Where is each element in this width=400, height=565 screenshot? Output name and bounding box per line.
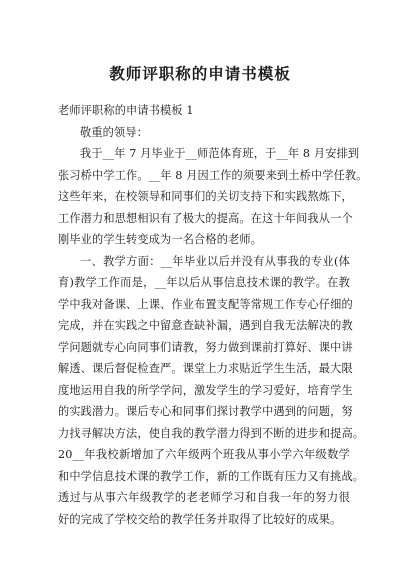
paragraph-line: 一、教学方面：__年毕业以后并没有从事我的专业(体 [80,254,350,268]
salutation: 敬重的领导： [80,125,149,139]
paragraph-line: 力找寻解决方法，使自我的教学潜力得到不断的进步和提高。 [58,426,365,440]
paragraph-line: 育)教学工作而是，__年以后从事信息技术课的教学。在教 [58,276,350,289]
paragraph-line: 这些年来，在校领导和同事们的关切支持下和实践熬炼下， [58,190,353,203]
paragraph-line: 20__年我校新增加了六年级两个班我从事小学六年级数学 [58,448,350,461]
paragraph-line: 学问题就专心向同事们请教，努力做到课前打算好、课中讲 [58,340,353,354]
document-title: 教师评职称的申请书模板 [109,64,291,83]
paragraph-line: 好的完成了学校交给的教学任务并取得了比较好的成果。 [58,512,342,526]
paragraph-line: 工作潜力和思想相识有了极大的提高。在这十年间我从一个 [58,211,353,225]
paragraph-line: 张习桥中学工作。__年 8 月因工作的须要来到土桥中学任教。 [58,168,368,182]
paragraph-line: 度地运用自我的所学学问，激发学生的学习爱好，培育学生 [58,383,353,397]
paragraph-line: 解透、课后督促检查严。课堂上力求贴近学生生活，最大限 [58,362,353,375]
paragraph-line: 透过与从事六年级教学的老老师学习和自我一年的努力很 [58,491,350,504]
paragraph-line: 刚毕业的学生转变成为一名合格的老师。 [58,233,263,246]
paragraph-line: 的实践潜力。课后专心和同事们探讨教学中遇到的问题，努 [58,405,353,418]
paragraph-line: 我于__年 7 月毕业于__师范体育班，于__年 8 月安排到 [80,147,360,160]
paragraph-line: 和中学信息技术课的教学工作，新的工作既有压力又有挑战。 [58,469,365,483]
paragraph-line: 完成，并在实践之中留意查缺补漏，遇到自我无法解决的教 [58,319,353,332]
document-body [58,100,368,530]
paragraph-line: 学中我对备课、上课、作业布置支配等常规工作专心仔细的 [58,297,353,311]
document-subtitle: 老师评职称的申请书模板 1 [58,104,194,117]
